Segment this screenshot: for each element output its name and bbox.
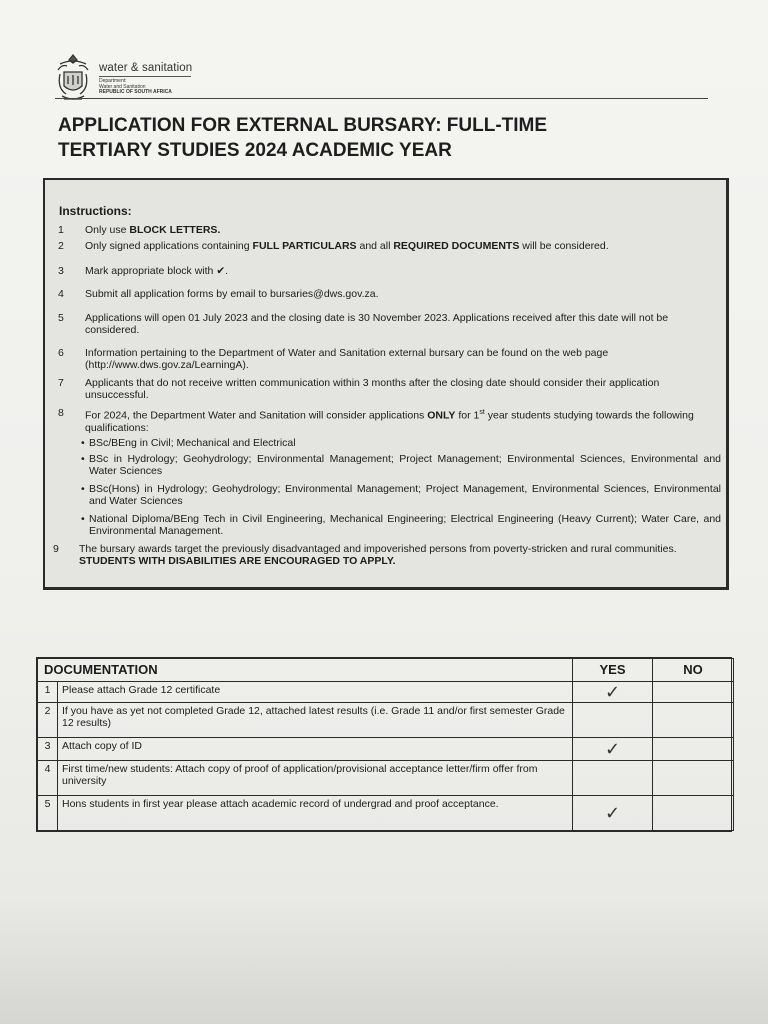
table-row: [38, 795, 734, 830]
no-checkbox[interactable]: [653, 760, 734, 795]
no-checkbox[interactable]: [653, 681, 734, 702]
title-line-1: APPLICATION FOR EXTERNAL BURSARY: FULL-TIME: [58, 115, 548, 136]
brand-country: REPUBLIC OF SOUTH AFRICA: [99, 89, 172, 95]
yes-checkbox[interactable]: [573, 737, 653, 760]
instruction-text: The bursary awards target the previously disadvantaged and impoverished persons from poverty-stricken and rural communities. STUDENTS WITH DISABILITIES ARE ENCOURAGED TO APPLY.: [79, 543, 677, 567]
instruction-text: Submit all application forms by email to bursaries@dws.gov.za.: [85, 288, 379, 300]
header-divider: [55, 98, 708, 99]
row-text: Hons students in first year please attach academic record of undergrad and proof acceptance.: [58, 795, 573, 830]
brand-name: water & sanitation: [99, 62, 193, 74]
title-line-2: TERTIARY STUDIES 2024 ACADEMIC YEAR: [58, 140, 452, 161]
instructions-box: Instructions: 1 Only use BLOCK LETTERS. 2 Only signed applications containing FULL PARTICULARS and all REQUIRED DOCUMENTS will be considered. 3 Mark appropriate block with ✔. 4 Submit all application forms by email to bursaries@dws.gov.za. 5 Applications will open 01 July 2023 and the closing date is 30 November 2023. Applications received after this date will not be considered. 6 Information pertaining to the Department of Water and Sanitation external bursary can be found on the web page (http://www.dws.gov.za/LearningA). 7 Applicants that do not receive written communication within 3 months after the closing date should consider their application unsuccessful. 8 For 2024, the Department Water and Sanitation will consider applications ONLY for 1st year students studying towards the following qualifications: • BSc/BEng in Civil; Mechanical and Electrical • BSc in Hydrology; Geohydrology; Environmental Management; Project Management; Environmental Sciences, Environmental and Water Sciences • BSc(Hons) in Hydrology; Geohydrology; Environmental Management; Project Management, Environmental Sciences, Environmental and Water Sciences • National Diploma/BEng Tech in Civil Engineering, Mechanical Engineering; Electrical Engineering (Heavy Current); Water Care, and Environmental Management. 9 The bursary awards target the previously disadvantaged and impoverished persons from poverty-stricken and rural communities. STUDENTS WITH DISABILITIES ARE ENCOURAGED TO APPLY.: [43, 178, 729, 590]
check-mark-icon: ✓: [604, 738, 621, 759]
table-row: [38, 681, 734, 702]
brand-department-label: Department:: [99, 78, 127, 84]
qualification-text: BSc/BEng in Civil; Mechanical and Electrical: [89, 437, 296, 449]
row-text: Attach copy of ID: [58, 737, 573, 760]
no-checkbox[interactable]: [653, 702, 734, 737]
instruction-number: 7: [58, 377, 64, 389]
coat-of-arms-icon: [54, 52, 92, 104]
instruction-text: Applicants that do not receive written communication within 3 months after the closing date should consider their application unsuccessful.: [85, 377, 660, 401]
row-number: 4: [38, 760, 58, 795]
qualification-text: BSc(Hons) in Hydrology; Geohydrology; Environmental Management; Project Management, Environmental Sciences, Environmental and Water Sciences: [89, 483, 721, 507]
table-row: [38, 737, 734, 760]
instruction-number: 1: [58, 224, 64, 236]
qualification-text: BSc in Hydrology; Geohydrology; Environmental Management; Project Management; Environmental Sciences, Environmental and Water Sciences: [89, 453, 721, 477]
instruction-number: 5: [58, 312, 64, 324]
instruction-text: Mark appropriate block with ✔.: [85, 265, 229, 277]
instruction-number: 9: [53, 543, 59, 555]
no-checkbox[interactable]: [653, 737, 734, 760]
instruction-text: Information pertaining to the Department of Water and Sanitation external bursary can be found on the web page (http://www.dws.gov.za/LearningA).: [85, 347, 609, 371]
yes-checkbox[interactable]: [573, 702, 653, 737]
documentation-table: [36, 657, 732, 832]
check-mark-icon: ✓: [604, 681, 621, 702]
brand-divider: [99, 76, 191, 77]
brand-block: [99, 62, 192, 96]
check-mark-icon: ✓: [604, 802, 621, 823]
row-number: 3: [38, 737, 58, 760]
instruction-text: Only use BLOCK LETTERS.: [85, 224, 221, 236]
instruction-number: 3: [58, 265, 64, 277]
table-row: [38, 760, 734, 795]
instruction-number: 4: [58, 288, 64, 300]
instruction-text: For 2024, the Department Water and Sanitation will consider applications ONLY for 1st year students studying towards the following qualifications:: [85, 409, 694, 434]
instruction-number: 2: [58, 240, 64, 252]
documentation-heading: DOCUMENTATION: [38, 659, 573, 682]
row-text: If you have as yet not completed Grade 12, attached latest results (i.e. Grade 11 and/or first semester Grade 12 results): [58, 702, 573, 737]
row-number: 2: [38, 702, 58, 737]
brand-department-name: Water and Sanitation: [99, 83, 146, 90]
row-text: First time/new students: Attach copy of proof of application/provisional acceptance letter/firm offer from university: [58, 760, 573, 795]
yes-checkbox[interactable]: [573, 681, 653, 702]
instruction-number: 6: [58, 347, 64, 359]
instructions-heading: Instructions:: [59, 204, 132, 218]
row-text: Please attach Grade 12 certificate: [58, 681, 573, 702]
no-checkbox[interactable]: [653, 795, 734, 830]
instruction-number: 8: [58, 407, 64, 419]
no-column-header: NO: [653, 659, 734, 682]
instruction-text: Applications will open 01 July 2023 and the closing date is 30 November 2023. Applications received after this date will not be considered.: [85, 312, 669, 336]
instruction-text: Only signed applications containing FULL PARTICULARS and all REQUIRED DOCUMENTS will be considered.: [85, 240, 609, 252]
yes-checkbox[interactable]: [573, 760, 653, 795]
yes-checkbox[interactable]: [573, 795, 653, 830]
qualification-text: National Diploma/BEng Tech in Civil Engineering, Mechanical Engineering; Electrical Engineering (Heavy Current); Water Care, and Environmental Management.: [89, 513, 721, 537]
table-row: [38, 702, 734, 737]
yes-column-header: YES: [573, 659, 653, 682]
row-number: 1: [38, 681, 58, 702]
page-shadow: [0, 900, 768, 1024]
page-title: [58, 113, 698, 163]
row-number: 5: [38, 795, 58, 830]
